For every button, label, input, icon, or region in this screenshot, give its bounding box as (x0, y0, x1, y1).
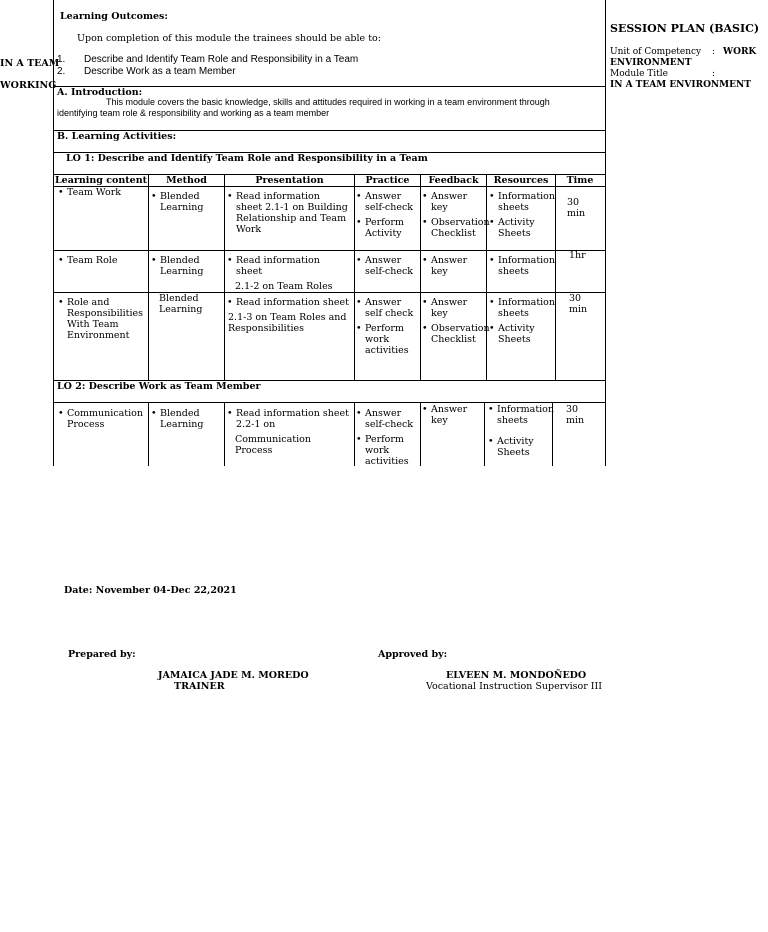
resources-cell: • Activity Sheets (497, 436, 549, 458)
module-colon: : (712, 69, 716, 79)
presentation-cell: • Read information sheet (236, 255, 348, 277)
module-value: IN A TEAM ENVIRONMENT (610, 80, 751, 90)
resources-cell: • Information sheets (498, 255, 552, 277)
unit-label: Unit of Competency (610, 47, 702, 57)
column-rule (484, 402, 485, 466)
presentation-cell: • Read information sheet (236, 297, 350, 308)
presentation-cell: Communication Process (235, 434, 311, 456)
side-label-line1: IN A TEAM (0, 58, 60, 69)
introduction-text-line2: identifying team role & responsibility and working as a team member (57, 108, 330, 118)
table-row (57, 255, 145, 270)
prepared-by-label: Prepared by: (68, 649, 136, 660)
content-cell: • Team Role (67, 255, 145, 266)
outcomes-heading: Learning Outcomes: (60, 11, 168, 22)
introduction-text-line1: This module covers the basic knowledge, skills and attitudes required in working in a team environment through (106, 97, 550, 107)
col-header-time: Time (566, 175, 594, 186)
divider (53, 402, 605, 403)
time-cell: 30 min (566, 404, 585, 426)
practice-cell: • Perform work activities (365, 323, 419, 356)
presentation-cell: 2.1-2 on Team Roles (235, 281, 333, 292)
lo1-heading: LO 1: Describe and Identify Team Role and Responsibility in a Team (66, 153, 428, 164)
method-cell: • Blended Learning (160, 191, 220, 213)
content-cell: • Communication Process (67, 408, 143, 430)
method-cell: • Blended Learning (160, 255, 220, 277)
col-header-practice: Practice (365, 175, 410, 186)
side-label-line2: WORKING (0, 80, 57, 91)
resources-cell: • Information sheets (497, 404, 549, 426)
unit-colon: : (712, 47, 716, 57)
feedback-cell: • Observation Checklist (431, 323, 484, 345)
feedback-cell: • Answer key (431, 297, 484, 319)
unit-value-b: ENVIRONMENT (610, 58, 692, 68)
prepared-by-title: TRAINER (174, 681, 225, 692)
divider (53, 292, 605, 293)
activities-heading: B. Learning Activities: (57, 131, 177, 142)
content-cell: • Role and Responsibilities With Team Environment (67, 297, 141, 341)
col-header-presentation: Presentation (255, 175, 324, 186)
resources-cell: • Information sheets (498, 297, 552, 319)
prepared-by-name: JAMAICA JADE M. MOREDO (158, 670, 309, 681)
col-header-method: Method (166, 175, 207, 186)
resources-cell: • Information sheets (498, 191, 552, 213)
feedback-cell: • Answer key (431, 191, 484, 213)
col-header-feedback: Feedback (428, 175, 479, 186)
feedback-cell: • Answer key (431, 404, 481, 426)
table-row (57, 408, 143, 434)
resources-cell: • Activity Sheets (498, 323, 552, 345)
presentation-cell: • Read information sheet 2.2-1 on (236, 408, 350, 430)
unit-value-a: WORK (723, 47, 757, 57)
practice-cell: • Answer self-check (365, 408, 419, 430)
outcomes-intro: Upon completion of this module the trainees should be able to: (77, 33, 381, 44)
col-header-resources: Resources (493, 175, 549, 186)
session-plan-title: SESSION PLAN (BASIC) (610, 22, 760, 35)
method-cell: Blended Learning (159, 293, 203, 315)
time-cell: 1hr (569, 250, 586, 261)
approved-by-label: Approved by: (378, 649, 448, 660)
outcome-item: Describe Work as a team Member (84, 66, 236, 77)
divider (53, 250, 605, 251)
column-rule (148, 402, 149, 466)
col-header-content: Learning content (54, 175, 147, 186)
outcome-number: 1. (57, 54, 66, 65)
practice-cell: • Perform Activity (365, 217, 417, 239)
module-label: Module Title (610, 69, 668, 79)
column-rule (148, 174, 149, 380)
outcome-item: Describe and Identify Team Role and Responsibility in a Team (84, 54, 359, 65)
practice-cell: • Answer self check (365, 297, 419, 319)
lo2-heading: LO 2: Describe Work as Team Member (57, 381, 261, 392)
presentation-cell: 2.1-3 on Team Roles and Responsibilities (228, 312, 347, 334)
column-rule (224, 402, 225, 466)
session-date: Date: November 04-Dec 22,2021 (64, 585, 237, 596)
practice-cell: • Perform work activities (365, 434, 419, 467)
table-row (57, 297, 144, 345)
outcome-number: 2. (57, 66, 66, 77)
presentation-cell: • Read information sheet 2.1-1 on Building Relationship and Team Work (236, 191, 348, 235)
time-cell: 30 min (569, 293, 588, 315)
table-row (57, 187, 145, 202)
practice-cell: • Answer self-check (365, 191, 417, 213)
feedback-cell: • Answer key (431, 255, 484, 277)
resources-cell: • Activity Sheets (498, 217, 552, 239)
approved-by-title: Vocational Instruction Supervisor III (426, 681, 603, 692)
column-rule (224, 174, 225, 380)
introduction-heading: A. Introduction: (57, 87, 143, 98)
column-rule (555, 174, 556, 380)
approved-by-name: ELVEEN M. MONDOÑEDO (446, 670, 587, 681)
content-cell: • Team Work (67, 187, 145, 198)
method-cell: • Blended Learning (160, 408, 220, 430)
feedback-cell: • Observation Checklist (431, 217, 484, 239)
practice-cell: • Answer self-check (365, 255, 417, 277)
column-rule (486, 174, 487, 380)
time-cell: 30 min (567, 197, 586, 219)
